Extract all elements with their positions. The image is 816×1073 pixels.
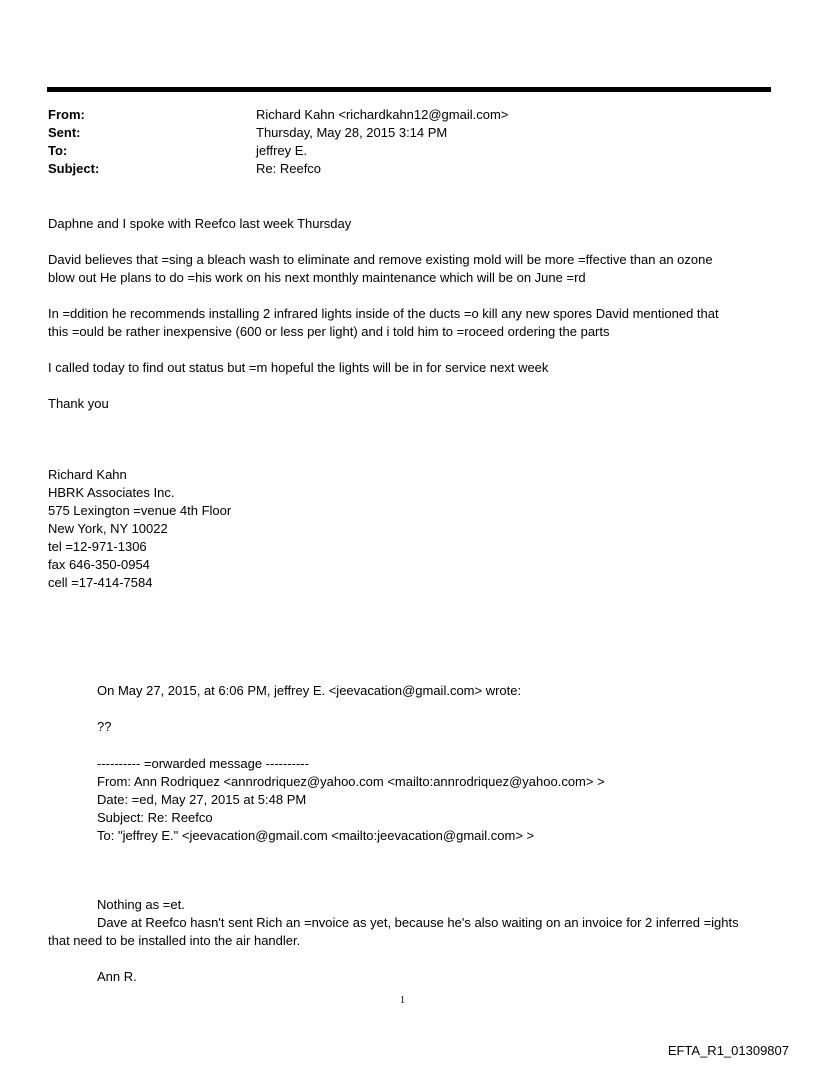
quoted-dave-line-2: that need to be installed into the air handler.: [48, 933, 301, 948]
signature-company: HBRK Associates Inc.: [48, 485, 175, 500]
body-paragraph-3: [48, 305, 758, 341]
forwarded-from: From: Ann Rodriquez <annrodriquez@yahoo.com <mailto:annrodriquez@yahoo.com> >: [97, 774, 605, 789]
to-value: jeffrey E.: [256, 143, 308, 158]
body-paragraph-2-line-1: David believes that =sing a bleach wash to eliminate and remove existing mold will be more =ffective than an ozone: [48, 252, 713, 267]
to-row: [48, 142, 748, 160]
sent-row: [48, 124, 748, 142]
from-value: Richard Kahn <richardkahn12@gmail.com>: [256, 107, 509, 122]
quoted-question-marks: ??: [97, 719, 112, 734]
top-rule: [47, 87, 771, 92]
from-row: [48, 106, 748, 124]
signature-cell: cell =17-414-7584: [48, 575, 153, 590]
forwarded-subject: Subject: Re: Reefco: [97, 810, 213, 825]
signature-name: Richard Kahn: [48, 467, 127, 482]
signature-block: [48, 466, 758, 592]
page-number: 1: [400, 995, 405, 1006]
from-label: From:: [48, 107, 85, 122]
document-id: EFTA_R1_01309807: [667, 1043, 789, 1058]
signature-fax: fax 646-350-0954: [48, 557, 150, 572]
quoted-dave-line-1: Dave at Reefco hasn't sent Rich an =nvoice as yet, because he's also waiting on an invoice for 2 inferred =ights: [97, 915, 739, 930]
forwarded-separator: ---------- =orwarded message ----------: [97, 756, 309, 771]
quoted-ann-signature: Ann R.: [97, 969, 137, 984]
signature-tel: tel =12-971-1306: [48, 539, 147, 554]
sent-value: Thursday, May 28, 2015 3:14 PM: [256, 125, 448, 140]
subject-label: Subject:: [48, 161, 100, 176]
body-paragraph-1: Daphne and I spoke with Reefco last week Thursday: [48, 216, 352, 231]
subject-row: [48, 160, 748, 178]
to-label: To:: [48, 143, 68, 158]
body-paragraph-3-line-1: In =ddition he recommends installing 2 infrared lights inside of the ducts =o kill any new spores David mentioned that: [48, 306, 719, 321]
body-paragraph-3-line-2: this =ould be rather inexpensive (600 or less per light) and i told him to =roceed ordering the parts: [48, 324, 610, 339]
forwarded-date: Date: =ed, May 27, 2015 at 5:48 PM: [97, 792, 307, 807]
forwarded-block: [97, 755, 757, 845]
body-paragraph-2: [48, 251, 758, 287]
subject-value: Re: Reefco: [256, 161, 322, 176]
quoted-dave-paragraph: [48, 914, 764, 950]
quoted-nothing: Nothing as =et.: [97, 897, 185, 912]
quoted-intro: On May 27, 2015, at 6:06 PM, jeffrey E. <jeevacation@gmail.com> wrote:: [97, 683, 522, 698]
email-header: [48, 106, 748, 178]
signature-address-1: 575 Lexington =venue 4th Floor: [48, 503, 232, 518]
body-paragraph-4: I called today to find out status but =m hopeful the lights will be in for service next week: [48, 360, 549, 375]
sent-label: Sent:: [48, 125, 81, 140]
signature-address-2: New York, NY 10022: [48, 521, 168, 536]
body-thank-you: Thank you: [48, 396, 109, 411]
forwarded-to: To: "jeffrey E." <jeevacation@gmail.com <mailto:jeevacation@gmail.com> >: [97, 828, 535, 843]
body-paragraph-2-line-2: blow out He plans to do =his work on his next monthly maintenance which will be on June =rd: [48, 270, 586, 285]
